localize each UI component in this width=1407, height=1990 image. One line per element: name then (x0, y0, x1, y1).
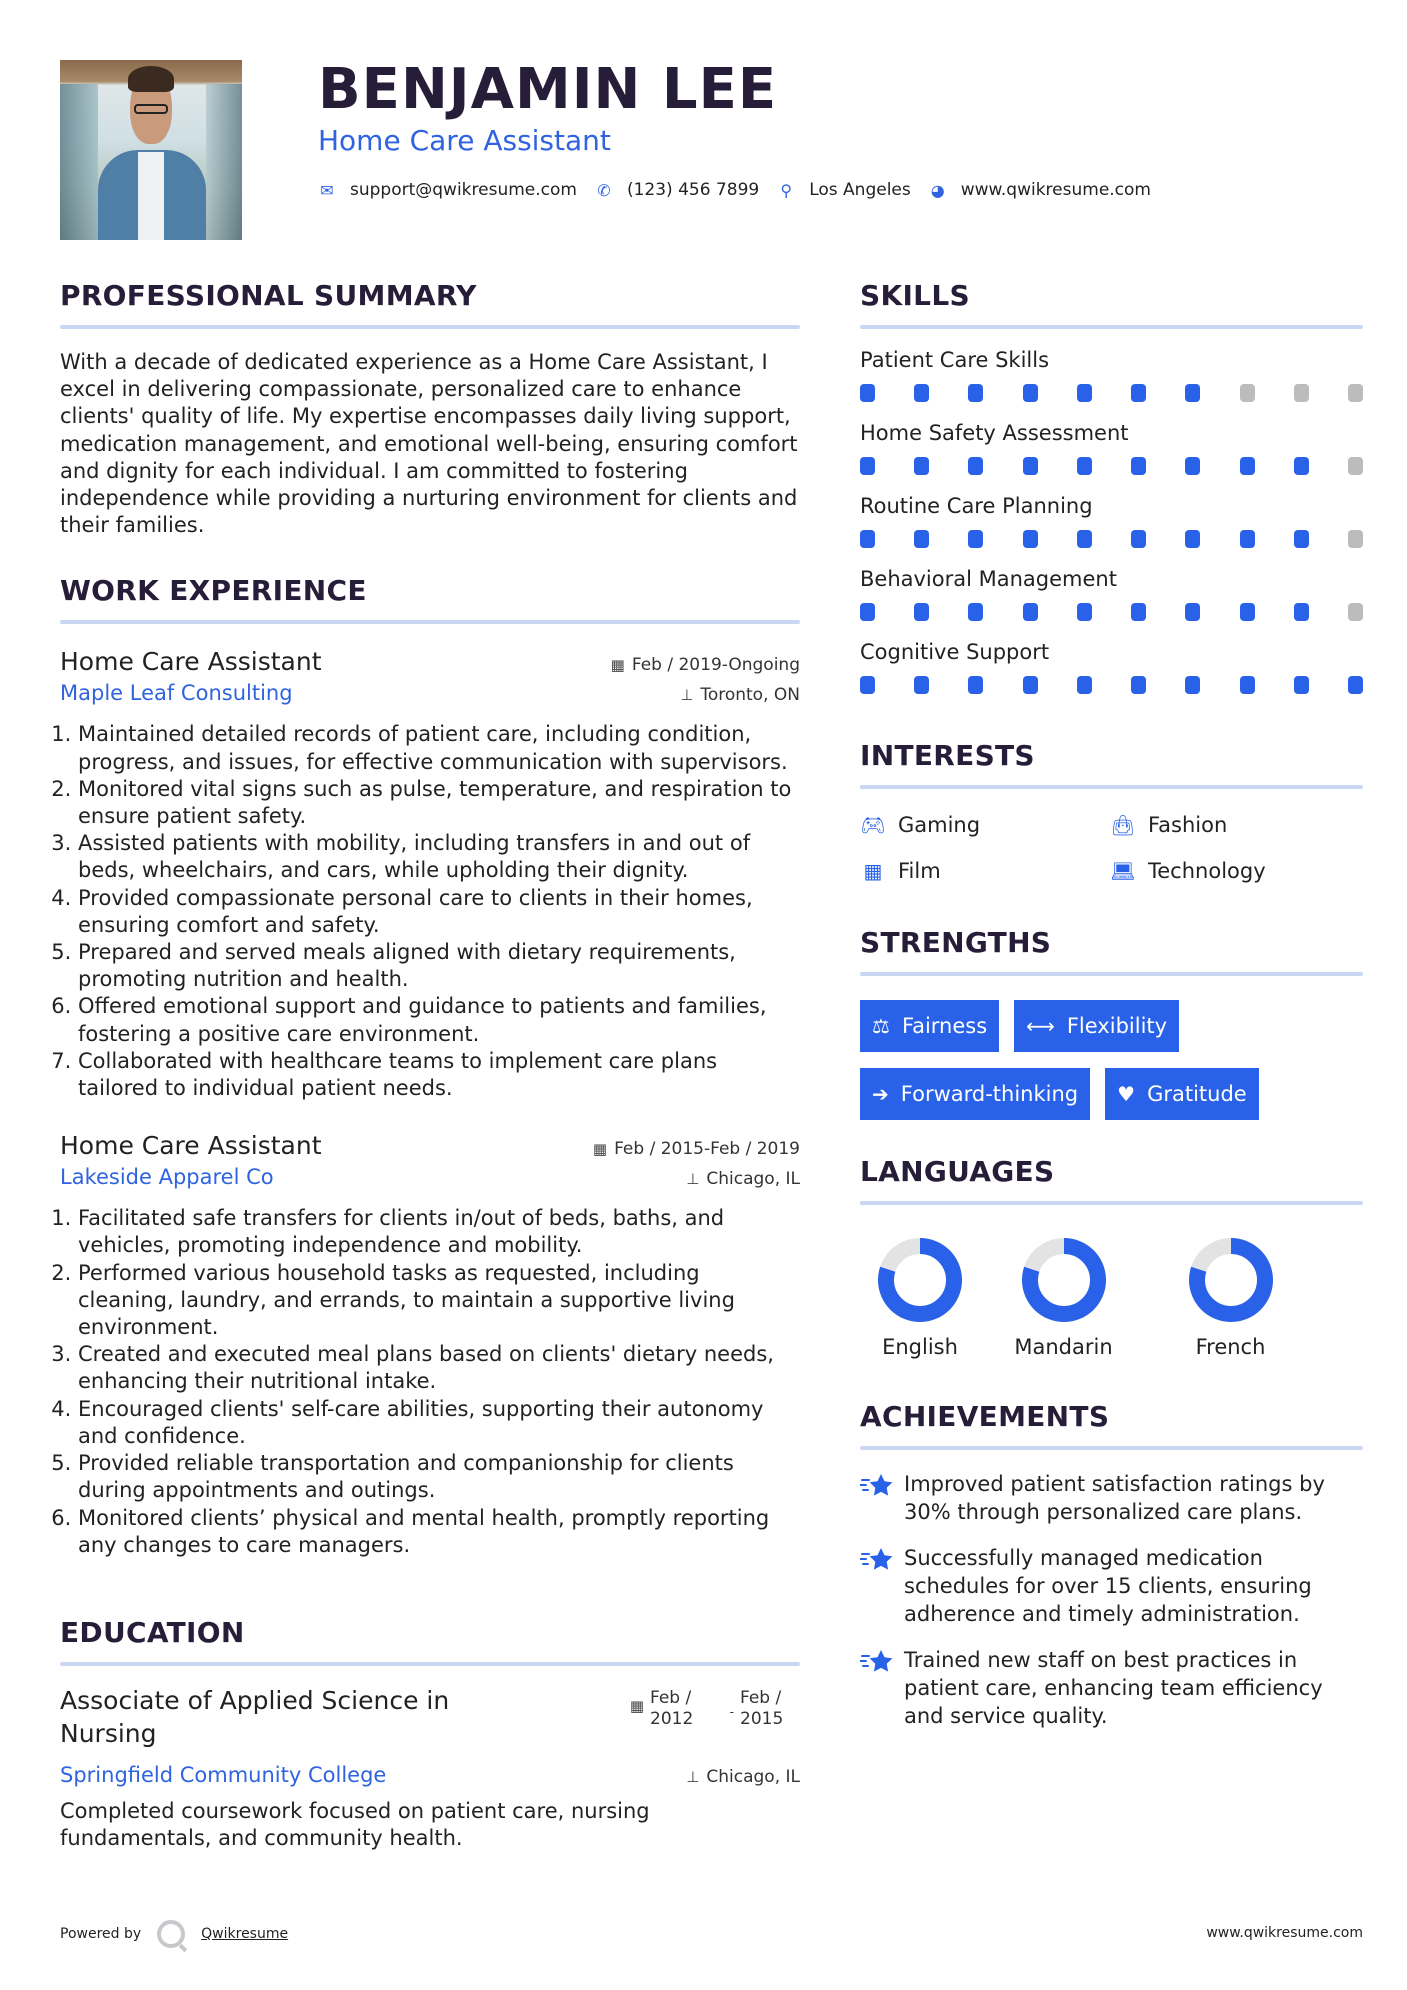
globe-icon: ◕ (930, 180, 945, 200)
rating-dot-filled (1077, 530, 1092, 548)
job-entry (60, 1130, 800, 1559)
rating-dot-filled (1240, 676, 1255, 694)
end-month: Feb / (740, 1687, 782, 1708)
rating-dot-filled (1294, 457, 1309, 475)
school-name: Springfield Community College (60, 1762, 387, 1787)
rating-dot-filled (1023, 384, 1038, 402)
map-pin-icon: ⚲ (780, 180, 793, 200)
rating-dot-filled (1294, 676, 1309, 694)
rating-dot-filled (968, 457, 983, 475)
education-section (60, 1615, 800, 1852)
rating-dot-filled (968, 530, 983, 548)
rating-dot-filled (1185, 676, 1200, 694)
rating-dot-filled (914, 384, 929, 402)
section-heading: SKILLS (860, 279, 970, 312)
skill-rating (860, 457, 1363, 475)
interest-film (860, 855, 1110, 887)
start-year: 2012 (650, 1708, 694, 1729)
interest-label: Technology (1148, 859, 1266, 883)
bullet-item: 1. Facilitated safe transfers for clients in/out of beds, baths, and vehicles, promoting independence and mobility. (78, 1205, 800, 1259)
rating-dot-filled (860, 676, 875, 694)
section-heading: INTERESTS (860, 739, 1035, 772)
job-location: Toronto, ON (700, 685, 800, 706)
rating-dot-filled (914, 603, 929, 621)
summary-section (60, 278, 800, 539)
section-divider (60, 325, 800, 329)
rating-dot-filled (914, 676, 929, 694)
job-company: Lakeside Apparel Co (60, 1165, 274, 1190)
bullet-item: 2. Performed various household tasks as requested, including cleaning, laundry, and errands, to maintain a supportive living environment. (78, 1260, 800, 1342)
job-title: Home Care Assistant (60, 1131, 322, 1161)
profile-photo (60, 60, 242, 240)
rating-dot-filled (1077, 603, 1092, 621)
degree-title: Associate of Applied Science in Nursing (60, 1685, 450, 1748)
job-location: Chicago, IL (706, 1169, 800, 1190)
rating-dot-filled (1023, 603, 1038, 621)
languages-section (860, 1154, 1363, 1359)
footer-website[interactable]: www.qwikresume.com (1206, 1925, 1363, 1941)
bullet-item: 6. Monitored clients’ physical and mental health, promptly reporting any changes to care managers. (78, 1505, 800, 1559)
star-badge-icon (860, 1544, 904, 1628)
rating-dot-filled (1023, 457, 1038, 475)
section-divider (860, 972, 1363, 976)
bullet-item: 2. Monitored vital signs such as pulse, temperature, and respiration to ensure patient safety. (78, 776, 800, 830)
skill-rating (860, 603, 1363, 621)
language-name: Mandarin (1014, 1335, 1113, 1359)
skill-name: Behavioral Management (860, 567, 1117, 591)
bullet-item: 5. Prepared and served meals aligned with dietary requirements, promoting nutrition and health. (78, 939, 800, 993)
qwikresume-link[interactable]: Qwikresume (201, 1926, 289, 1942)
strengths-section (860, 925, 1363, 1120)
bullet-item: 4. Encouraged clients' self-care abilities, supporting their autonomy and confidence. (78, 1396, 800, 1450)
star-badge-icon (860, 1646, 904, 1730)
school-location: Chicago, IL (706, 1766, 800, 1787)
heart-icon: ♥ (1117, 1082, 1136, 1106)
language-name: French (1195, 1335, 1266, 1359)
language-proficiency-ring (1188, 1237, 1274, 1323)
strength-forward-thinking (860, 1068, 1090, 1120)
rating-dot-filled (1185, 530, 1200, 548)
achievement-text: Trained new staff on best practices in patient care, enhancing team efficiency and service quality. (904, 1648, 1323, 1728)
rating-dot-filled (1348, 676, 1363, 694)
bullet-item: 3. Assisted patients with mobility, including transfers in and out of beds, wheelchairs, and cars, while upholding their dignity. (78, 830, 800, 884)
strength-label: Fairness (901, 1014, 988, 1038)
interest-gaming (860, 809, 1110, 841)
interest-label: Gaming (898, 813, 981, 837)
job-title: Home Care Assistant (60, 647, 322, 677)
bullet-item: 5. Provided reliable transportation and companionship for clients during appointments and outings. (78, 1450, 800, 1504)
bullet-item: 7. Collaborated with healthcare teams to implement care plans tailored to individual patient needs. (78, 1048, 800, 1102)
rating-dot-empty (1348, 457, 1363, 475)
rating-dot-empty (1348, 530, 1363, 548)
rating-dot-filled (1294, 530, 1309, 548)
rating-dot-filled (1240, 603, 1255, 621)
rating-dot-filled (860, 457, 875, 475)
section-divider (60, 620, 800, 624)
start-month: Feb / (650, 1687, 692, 1708)
star-badge-icon (860, 1470, 904, 1526)
bullet-item: 1. Maintained detailed records of patient care, including condition, progress, and issues, for effective communication with supervisors. (78, 721, 800, 775)
balance-scale-icon: ⚖ (872, 1014, 890, 1038)
interest-label: Film (898, 859, 941, 883)
section-heading: EDUCATION (60, 1615, 245, 1649)
skill-name: Home Safety Assessment (860, 421, 1129, 445)
skill-item (860, 347, 1363, 402)
interests-section (860, 738, 1363, 887)
contact-location (777, 180, 911, 200)
job-company: Maple Leaf Consulting (60, 681, 293, 706)
rating-dot-filled (1185, 384, 1200, 402)
contact-email[interactable] (318, 180, 577, 200)
achievements-section (860, 1399, 1363, 1730)
bullet-item: 4. Provided compassionate personal care to clients in their homes, ensuring comfort and safety. (78, 885, 800, 939)
skill-name: Cognitive Support (860, 640, 1050, 664)
phone-text: (123) 456 7899 (626, 180, 760, 200)
rating-dot-filled (914, 457, 929, 475)
skill-name: Routine Care Planning (860, 494, 1093, 518)
candidate-title: Home Care Assistant (318, 124, 611, 157)
section-divider (860, 1201, 1363, 1205)
laptop-icon: 💻︎ (1110, 859, 1136, 883)
rating-dot-filled (1240, 457, 1255, 475)
candidate-name: BENJAMIN LEE (318, 57, 778, 122)
calendar-icon: ▦ (592, 1140, 608, 1159)
rating-dot-filled (1023, 530, 1038, 548)
envelope-icon: ✉ (320, 180, 334, 200)
rating-dot-filled (1185, 457, 1200, 475)
shopping-bag-icon: 👜︎ (1110, 813, 1136, 837)
job-dates: Feb / 2019-Ongoing (631, 655, 800, 676)
language-item (1147, 1237, 1314, 1359)
interest-fashion (1110, 809, 1360, 841)
gamepad-icon: 🎮︎ (860, 813, 886, 837)
rating-dot-filled (1240, 530, 1255, 548)
strength-flexibility (1014, 1000, 1179, 1052)
achievement-item (860, 1544, 1363, 1628)
contact-phone[interactable] (595, 180, 759, 200)
achievement-item (860, 1646, 1363, 1730)
section-divider (860, 785, 1363, 789)
skill-item (860, 639, 1363, 694)
language-item (860, 1237, 980, 1359)
education-description: Completed coursework focused on patient care, nursing fundamentals, and community health. (60, 1798, 650, 1851)
achievement-text: Successfully managed medication schedules for over 15 clients, ensuring adherence and timely administration. (904, 1546, 1312, 1626)
job-dates: Feb / 2015-Feb / 2019 (614, 1139, 800, 1160)
education-dates (630, 1688, 800, 1750)
skill-rating (860, 384, 1363, 402)
rating-dot-filled (1077, 384, 1092, 402)
rating-dot-empty (1348, 384, 1363, 402)
summary-text: With a decade of dedicated experience as a Home Care Assistant, I excel in delivering compassionate, personalized care to enhance clients' quality of life. My expertise encompasses daily living support, medication management, and emotional well-being, ensuring comfort and dignity for each individual. I am committed to fostering independence while providing a nurturing environment for clients and their families. (60, 350, 798, 538)
rating-dot-filled (968, 603, 983, 621)
job-bullets (60, 721, 800, 1102)
pushpin-icon: ⊥ (686, 1170, 700, 1189)
phone-icon: ✆ (597, 180, 611, 200)
qwikresume-logo-icon (157, 1920, 185, 1948)
achievement-item (860, 1470, 1363, 1526)
location-text: Los Angeles (809, 180, 911, 200)
bullet-item: 3. Created and executed meal plans based on clients' dietary needs, enhancing their nutritional intake. (78, 1341, 800, 1395)
rating-dot-empty (1240, 384, 1255, 402)
language-item (980, 1237, 1147, 1359)
powered-by-label: Powered by (60, 1926, 142, 1942)
rating-dot-filled (860, 384, 875, 402)
rating-dot-filled (1131, 530, 1146, 548)
section-heading: STRENGTHS (860, 926, 1052, 959)
rating-dot-filled (1131, 384, 1146, 402)
strength-gratitude (1105, 1068, 1259, 1120)
date-separator: - (729, 1704, 734, 1719)
experience-section (60, 573, 800, 1558)
interest-technology (1110, 855, 1360, 887)
skills-section (860, 278, 1363, 694)
rating-dot-filled (1131, 457, 1146, 475)
language-name: English (882, 1335, 958, 1359)
website-text: www.qwikresume.com (960, 180, 1151, 200)
strength-label: Forward-thinking (900, 1082, 1079, 1106)
skill-rating (860, 676, 1363, 694)
section-heading: PROFESSIONAL SUMMARY (60, 279, 477, 312)
rating-dot-filled (1131, 676, 1146, 694)
skill-item (860, 493, 1363, 548)
strength-label: Flexibility (1066, 1014, 1168, 1038)
end-year: 2015 (740, 1708, 784, 1729)
section-divider (860, 325, 1363, 329)
achievement-text: Improved patient satisfaction ratings by 30% through personalized care plans. (904, 1472, 1325, 1524)
skill-item (860, 566, 1363, 621)
section-divider (60, 1662, 800, 1666)
rating-dot-filled (914, 530, 929, 548)
bullet-item: 6. Offered emotional support and guidance to patients and families, fostering a positive care environment. (78, 993, 800, 1047)
language-proficiency-ring (877, 1237, 963, 1323)
rating-dot-empty (1294, 384, 1309, 402)
rating-dot-filled (860, 603, 875, 621)
rating-dot-filled (1185, 603, 1200, 621)
calendar-icon: ▦ (610, 656, 625, 675)
section-heading: ACHIEVEMENTS (860, 1400, 1110, 1433)
rating-dot-filled (1077, 457, 1092, 475)
powered-by (60, 1920, 288, 1948)
job-bullets (60, 1205, 800, 1559)
rating-dot-filled (1131, 603, 1146, 621)
strength-fairness (860, 1000, 999, 1052)
interest-label: Fashion (1148, 813, 1228, 837)
rating-dot-filled (860, 530, 875, 548)
calendar-icon: ▦ (629, 1696, 644, 1715)
section-heading: WORK EXPERIENCE (60, 574, 367, 608)
skill-item (860, 420, 1363, 475)
film-icon: ▦ (863, 859, 883, 883)
pushpin-icon: ⊥ (680, 686, 694, 705)
job-entry (60, 646, 800, 1102)
skill-name: Patient Care Skills (860, 348, 1050, 372)
rating-dot-empty (1348, 603, 1363, 621)
email-text: support@qwikresume.com (350, 180, 577, 200)
rating-dot-filled (1023, 676, 1038, 694)
left-column (60, 278, 800, 1852)
arrows-horizontal-icon: ⟷ (1026, 1014, 1055, 1038)
rating-dot-filled (968, 676, 983, 694)
skill-rating (860, 530, 1363, 548)
strength-label: Gratitude (1147, 1082, 1247, 1106)
language-proficiency-ring (1021, 1237, 1107, 1323)
contact-website[interactable] (929, 180, 1151, 200)
right-column (860, 278, 1363, 1730)
rating-dot-filled (968, 384, 983, 402)
contact-bar (318, 180, 1169, 200)
rating-dot-filled (1077, 676, 1092, 694)
section-divider (860, 1446, 1363, 1450)
pushpin-icon: ⊥ (686, 1767, 700, 1786)
section-heading: LANGUAGES (860, 1155, 1055, 1188)
rating-dot-filled (1294, 603, 1309, 621)
arrow-right-icon: ➔ (872, 1082, 889, 1106)
